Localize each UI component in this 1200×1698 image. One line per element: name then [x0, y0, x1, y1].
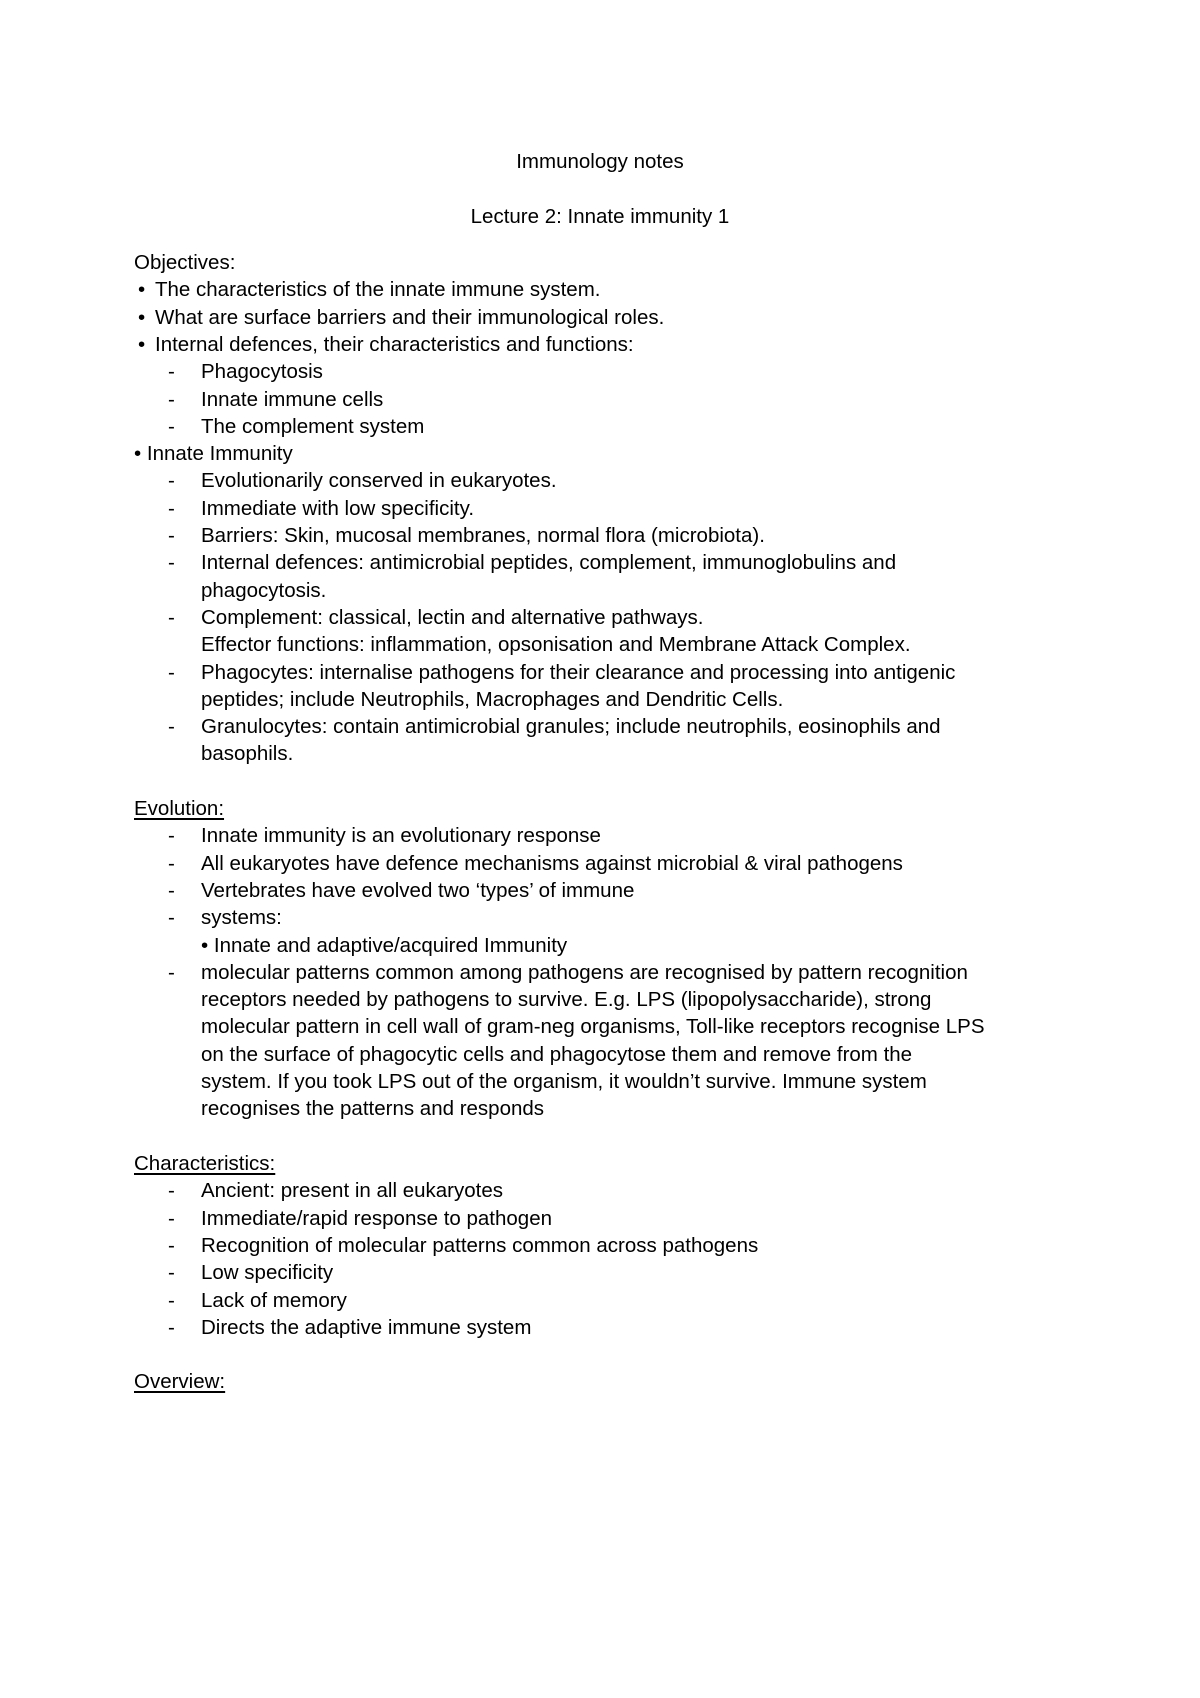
- dash-glyph: -: [168, 660, 175, 684]
- innate-item-line: Phagocytes: internalise pathogens for their clearance and processing into antigenic: [201, 660, 956, 684]
- dash-glyph: -: [168, 906, 175, 930]
- bullet-glyph: •: [138, 332, 146, 356]
- characteristics-item: Ancient: present in all eukaryotes: [201, 1179, 503, 1203]
- characteristics-item: Lack of memory: [201, 1288, 347, 1312]
- bullet-glyph: •: [138, 305, 146, 329]
- innate-item-line: Internal defences: antimicrobial peptides, complement, immunoglobulins and: [201, 551, 897, 575]
- document-title: Immunology notes: [516, 150, 684, 173]
- evolution-item-line: Vertebrates have evolved two ‘types’ of immune: [201, 878, 635, 902]
- evolution-item-line: receptors needed by pathogens to survive. E.g. LPS (lipopolysaccharide), strong: [201, 988, 932, 1012]
- innate-item-line: Effector functions: inflammation, opsonisation and Membrane Attack Complex.: [201, 633, 911, 657]
- innate-item-line: Barriers: Skin, mucosal membranes, normal flora (microbiota).: [201, 524, 765, 547]
- dash-glyph: -: [168, 1206, 175, 1230]
- dash-glyph: -: [168, 360, 175, 384]
- objective-item: Internal defences, their characteristics and functions:: [155, 332, 634, 356]
- characteristics-item: Immediate/rapid response to pathogen: [201, 1206, 553, 1230]
- dash-glyph: -: [168, 878, 175, 902]
- overview-heading: Overview:: [134, 1370, 226, 1393]
- characteristics-item: Directs the adaptive immune system: [201, 1315, 532, 1339]
- innate-item-line: basophils.: [201, 742, 294, 766]
- evolution-item-line: All eukaryotes have defence mechanisms against microbial & viral pathogens: [201, 851, 903, 875]
- dash-glyph: -: [168, 387, 175, 411]
- innate-item-line: Granulocytes: contain antimicrobial granules; include neutrophils, eosinophils and: [201, 715, 941, 739]
- objective-item: What are surface barriers and their immunological roles.: [155, 305, 665, 329]
- evolution-item-line: molecular patterns common among pathogens are recognised by pattern recognition: [201, 960, 968, 984]
- innate-item-line: Immediate with low specificity.: [201, 496, 475, 520]
- dash-glyph: -: [168, 551, 175, 575]
- evolution-heading: Evolution:: [134, 797, 225, 820]
- characteristics-item: Recognition of molecular patterns common across pathogens: [201, 1233, 759, 1257]
- dash-glyph: -: [168, 960, 175, 984]
- objectives-heading: Objectives:: [134, 251, 236, 274]
- dash-glyph: -: [168, 851, 175, 875]
- objective-item: The characteristics of the innate immune system.: [155, 278, 601, 302]
- dash-glyph: -: [168, 469, 175, 493]
- document-subtitle: Lecture 2: Innate immunity 1: [470, 205, 730, 228]
- evolution-item-line: recognises the patterns and responds: [201, 1097, 545, 1121]
- evolution-item-line: • Innate and adaptive/acquired Immunity: [201, 933, 568, 957]
- dash-glyph: -: [168, 496, 175, 520]
- evolution-item-line: on the surface of phagocytic cells and phagocytose them and remove from the: [201, 1042, 913, 1066]
- objective-subitem: Innate immune cells: [201, 387, 384, 411]
- innate-item-line: phagocytosis.: [201, 578, 327, 602]
- objective-subitem: Phagocytosis: [201, 360, 323, 384]
- innate-item-line: Evolutionarily conserved in eukaryotes.: [201, 469, 557, 493]
- objective-subitem: The complement system: [201, 414, 425, 438]
- dash-glyph: -: [168, 414, 175, 438]
- dash-glyph: -: [168, 1288, 175, 1312]
- characteristics-heading: Characteristics:: [134, 1152, 276, 1175]
- dash-glyph: -: [168, 1233, 175, 1257]
- evolution-item-line: systems:: [201, 906, 282, 930]
- dash-glyph: -: [168, 1261, 175, 1285]
- bullet-glyph: •: [138, 278, 146, 302]
- dash-glyph: -: [168, 1179, 175, 1203]
- evolution-item-line: Innate immunity is an evolutionary response: [201, 824, 601, 848]
- dash-glyph: -: [168, 715, 175, 739]
- evolution-item-line: molecular pattern in cell wall of gram-neg organisms, Toll-like receptors recognise LPS: [201, 1015, 985, 1039]
- characteristics-item: Low specificity: [201, 1261, 334, 1285]
- dash-glyph: -: [168, 605, 175, 629]
- innate-item-line: Complement: classical, lectin and alternative pathways.: [201, 605, 704, 629]
- dash-glyph: -: [168, 524, 175, 547]
- innate-heading: • Innate Immunity: [134, 442, 293, 466]
- dash-glyph: -: [168, 824, 175, 848]
- innate-item-line: peptides; include Neutrophils, Macrophages and Dendritic Cells.: [201, 687, 784, 711]
- evolution-item-line: system. If you took LPS out of the organism, it wouldn’t survive. Immune system: [201, 1070, 927, 1093]
- dash-glyph: -: [168, 1315, 175, 1339]
